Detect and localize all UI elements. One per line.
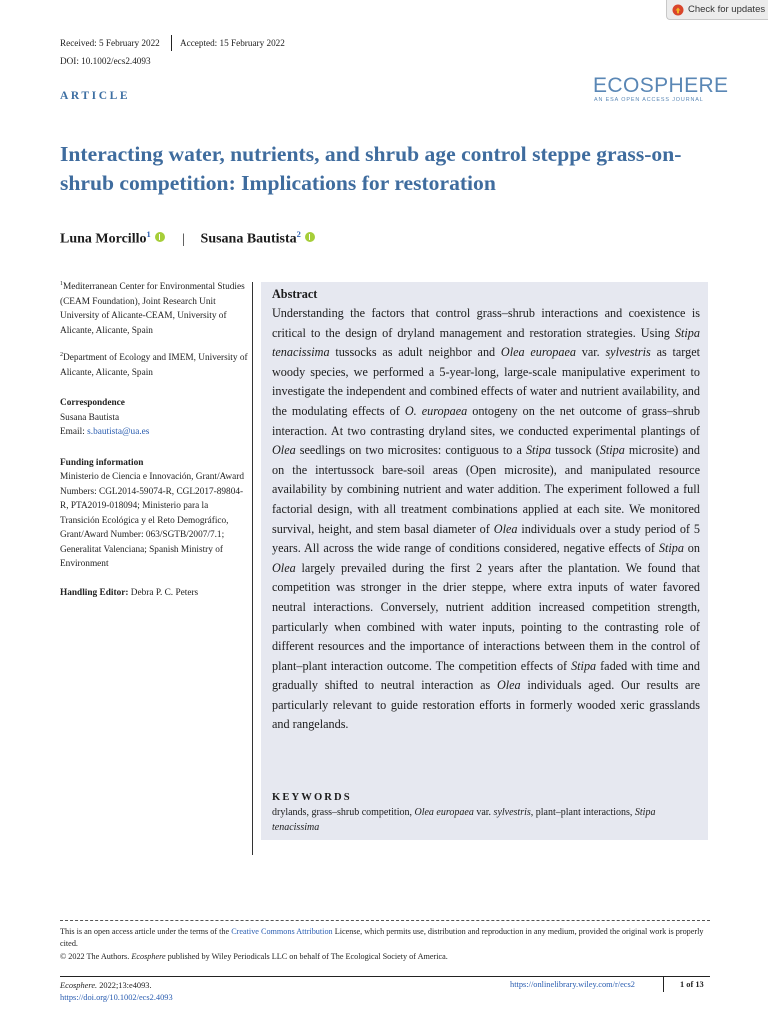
copyright-journal: Ecosphere bbox=[131, 951, 166, 961]
abstract-text-run: tussock ( bbox=[551, 443, 600, 458]
email-link[interactable]: s.bautista@ua.es bbox=[87, 427, 150, 438]
abstract-italic-term: Stipa bbox=[525, 443, 552, 458]
footer-citation bbox=[60, 980, 173, 1005]
correspondence-heading: Correspondence bbox=[60, 398, 125, 409]
update-badge-icon bbox=[672, 4, 684, 16]
email-label: Email: bbox=[60, 427, 88, 438]
column-divider bbox=[252, 282, 253, 855]
handling-editor bbox=[60, 586, 248, 601]
abstract-text-run: largely prevailed during the first 2 years after the plantation. We found that competition was stronger in the drier steppe, where extra inputs of water favored neutral interactions. Conversely, nutrient addition increased competition strength, particularly when combined with water inputs, pointing to the contrasting role of different resources and the importance of interactions between them in the control of plant–plant interaction outcome. The competition effects of bbox=[272, 560, 700, 673]
doi-line: DOI: 10.1002/ecs2.4093 bbox=[60, 56, 151, 66]
footer-volume: 2022;13:e4093. bbox=[97, 981, 152, 990]
affiliation-text: Mediterranean Center for Environmental Studies (CEAM Foundation), Joint Research Unit University of Alicante-CEAM, University of Alicante, Alicante, Spain bbox=[60, 282, 245, 336]
handling-editor-name: Debra P. C. Peters bbox=[128, 587, 199, 598]
footer-journal-name: Ecosphere. bbox=[60, 981, 98, 990]
footer-divider bbox=[60, 976, 710, 977]
article-type-label: ARTICLE bbox=[60, 90, 131, 102]
abstract-text-run: var. bbox=[575, 345, 606, 360]
keyword-italic-term: Stipa tenacissima bbox=[272, 807, 656, 833]
keyword-text-run: , plant–plant interactions, bbox=[530, 807, 635, 818]
keyword-italic-term: Olea europaea bbox=[414, 807, 474, 818]
copyright-text: © 2022 The Authors. bbox=[60, 951, 132, 961]
correspondence-block bbox=[60, 396, 248, 440]
abstract-italic-term: Olea bbox=[272, 560, 296, 575]
abstract-text-run: individuals aged. Our results are particularly relevant to guide restoration efforts in formerly wooded xeric grasslands and rangelands. bbox=[272, 678, 700, 732]
license-text: License, which permits use, distribution and reproduction in any medium, provided the original work is properly cited. bbox=[60, 927, 704, 949]
author-line bbox=[60, 229, 315, 248]
footer-doi-link[interactable]: https://doi.org/10.1002/ecs2.4093 bbox=[60, 993, 173, 1003]
handling-editor-label: Handling Editor: bbox=[60, 587, 129, 598]
funding-block bbox=[60, 456, 248, 572]
footer-journal-url[interactable]: https://onlinelibrary.wiley.com/r/ecs2 bbox=[510, 980, 635, 989]
abstract-italic-term: sylvestris bbox=[605, 345, 651, 360]
creative-commons-link[interactable]: Creative Commons Attribution bbox=[231, 927, 333, 936]
abstract-text-run: as target woody species, we performed a 5-year-long, large-scale manipulative experiment to investigate the independent and combined effects of water and nutrient availability, and the modulating effects of bbox=[272, 345, 701, 418]
abstract-text-run: on bbox=[683, 541, 700, 556]
abstract-italic-term: Stipa bbox=[658, 541, 684, 556]
abstract-text-run: seedlings on two microsites: contiguous to a bbox=[295, 443, 526, 458]
funding-text: Ministerio de Ciencia e Innovación, Grant/Award Numbers: CGL2014-59074-R, CGL2017-89804-R, PTA2019-018094; Ministerio para la Transición Ecológica y el Reto Demográfico, Grant/Award Number: 063/SGTB/2007/7.1; Generalitat Valenciana; Spanish Ministry of Environment bbox=[60, 472, 244, 570]
accepted-date: Accepted: 15 February 2022 bbox=[180, 38, 285, 48]
abstract-text bbox=[272, 304, 700, 735]
abstract-italic-term: Olea bbox=[493, 521, 518, 536]
journal-logo-tagline: AN ESA OPEN ACCESS JOURNAL bbox=[594, 97, 704, 103]
page-number: 1 of 13 bbox=[680, 980, 704, 989]
affiliation bbox=[60, 348, 248, 380]
correspondence-name: Susana Bautista bbox=[60, 412, 120, 423]
keyword-italic-term: sylvestris bbox=[493, 807, 531, 818]
abstract-italic-term: Stipa bbox=[599, 443, 625, 458]
abstract-italic-term: Olea bbox=[496, 678, 521, 693]
keywords-heading: KEYWORDS bbox=[272, 792, 352, 803]
keyword-text-run: drylands, grass–shrub competition, bbox=[272, 807, 415, 818]
author-name[interactable]: Luna Morcillo bbox=[60, 231, 147, 247]
abstract-text-run: tussocks as adult neighbor and bbox=[329, 345, 501, 360]
check-for-updates-button[interactable] bbox=[666, 0, 768, 20]
author-separator: | bbox=[182, 231, 186, 247]
abstract-text-run: Understanding the factors that control grass–shrub interactions and coexistence is critical to the design of dryland management and restoration strategies. Using bbox=[272, 306, 700, 340]
orcid-icon[interactable] bbox=[305, 232, 315, 242]
abstract-italic-term: Olea bbox=[272, 443, 296, 458]
article-title: Interacting water, nutrients, and shrub age control steppe grass-on-shrub competition: Implications for restoration bbox=[60, 142, 682, 195]
author-affiliation-marker: 2 bbox=[296, 229, 301, 239]
abstract-italic-term: Stipa bbox=[571, 658, 597, 673]
abstract-heading: Abstract bbox=[272, 287, 318, 301]
affiliation-marker: 2 bbox=[60, 352, 63, 359]
affiliation bbox=[60, 277, 248, 338]
journal-logo-name: ECOSPHERE bbox=[593, 74, 729, 97]
article-info-column bbox=[60, 277, 248, 610]
keywords-list bbox=[272, 805, 700, 835]
abstract-italic-term: Stipa tenacissima bbox=[272, 325, 700, 360]
abstract-text-run: individuals over a study period of 5 years. All across the wide range of conditions considered, negative effects of bbox=[272, 521, 700, 556]
orcid-icon[interactable] bbox=[155, 232, 165, 242]
abstract-italic-term: O. europaea bbox=[404, 403, 468, 418]
abstract-italic-term: Olea europaea bbox=[500, 345, 576, 360]
abstract-text-run: faded with time and gradually shifted to neutral interaction as bbox=[272, 658, 700, 693]
footnote-divider bbox=[60, 920, 710, 921]
license-notice bbox=[60, 926, 710, 963]
abstract-text-run: microsite) and on the intertussock bare-soil areas (Open microsite), and manipulated resource availability by combining nutrient and water addition. The experiment followed a full factorial design, with all treatment combinations applied at each site. We monitored survival, height, and stem basal diameter of bbox=[272, 443, 700, 536]
funding-heading: Funding information bbox=[60, 457, 144, 468]
received-date: Received: 5 February 2022 bbox=[60, 38, 160, 48]
header-divider bbox=[171, 35, 172, 51]
affiliation-marker: 1 bbox=[60, 281, 63, 287]
keyword-text-run: var. bbox=[473, 807, 494, 818]
author-affiliation-marker: 1 bbox=[146, 229, 151, 239]
check-for-updates-label: Check for updates bbox=[688, 4, 766, 15]
affiliation-text: Department of Ecology and IMEM, University of Alicante, Alicante, Spain bbox=[60, 353, 248, 378]
abstract-text-run: ontogeny on the net outcome of grass–shrub interaction. At two contrasting dryland sites, we conducted experimental plantings of bbox=[272, 403, 700, 438]
author-name[interactable]: Susana Bautista bbox=[200, 231, 297, 247]
copyright-text: published by Wiley Periodicals LLC on behalf of The Ecological Society of America. bbox=[165, 951, 448, 961]
footer-page-divider bbox=[663, 976, 664, 992]
license-text: This is an open access article under the terms of the bbox=[60, 927, 232, 936]
